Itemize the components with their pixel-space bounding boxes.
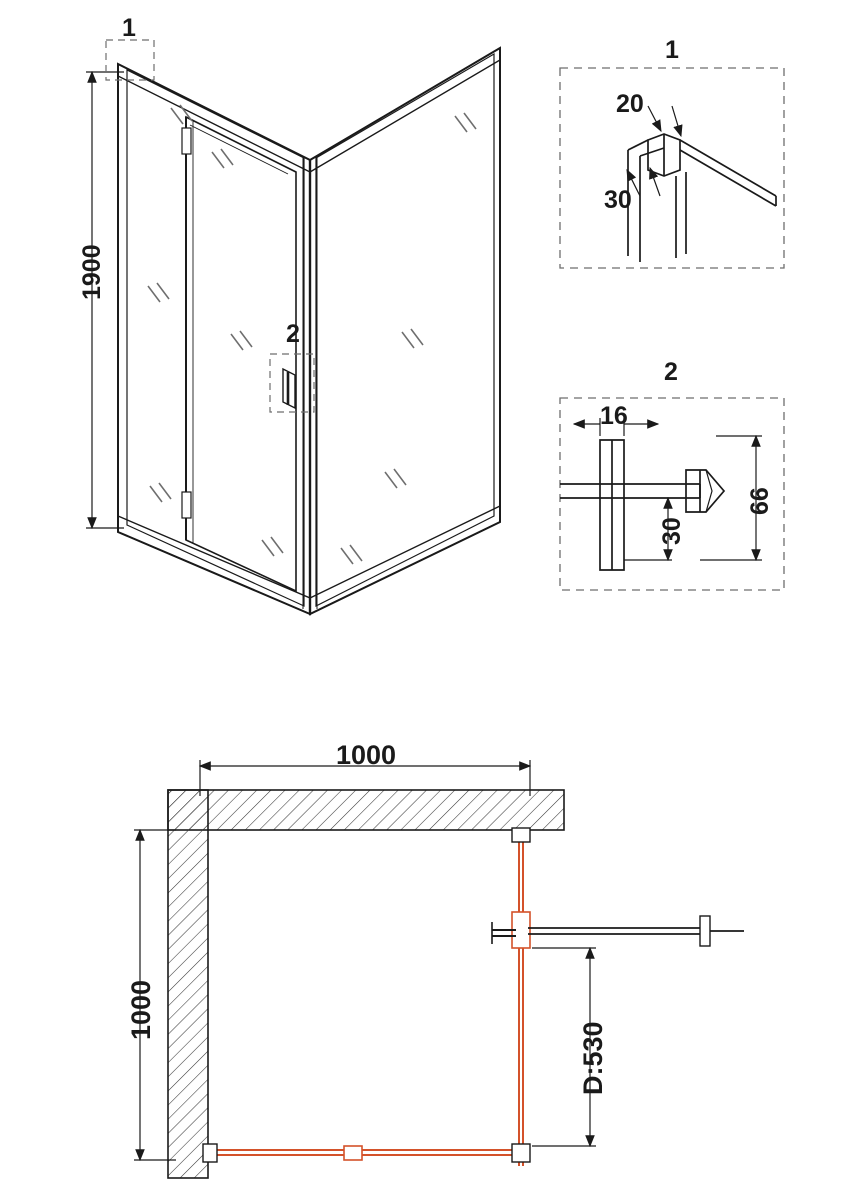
plan-width-label: 1000 — [336, 740, 397, 770]
detail-2-dim-16: 16 — [600, 402, 628, 430]
detail-2-dim-66: 66 — [746, 487, 774, 515]
iso-view-geometry — [118, 48, 500, 614]
detail-1-dim-30: 30 — [604, 186, 632, 214]
iso-callout-2-box — [270, 354, 314, 412]
iso-height-label: 1900 — [78, 244, 106, 300]
detail-1-dim-20: 20 — [616, 90, 644, 118]
iso-callout-1-box — [106, 40, 154, 80]
detail-1-frame — [560, 68, 784, 268]
plan-door-opening-label: D:530 — [578, 1021, 608, 1095]
detail-2-geometry — [560, 440, 724, 570]
iso-callout-2-label: 2 — [286, 320, 300, 348]
iso-callout-1-label: 1 — [122, 14, 136, 42]
glass-sparkle-marks — [148, 105, 476, 564]
plan-walls — [168, 790, 564, 1178]
plan-depth-label: 1000 — [126, 979, 156, 1040]
detail-2-dim-30: 30 — [658, 517, 686, 545]
detail-2-label: 2 — [664, 358, 678, 386]
detail-1-geometry — [628, 134, 776, 262]
detail-1-label: 1 — [665, 36, 679, 64]
plan-enclosure — [203, 828, 744, 1166]
